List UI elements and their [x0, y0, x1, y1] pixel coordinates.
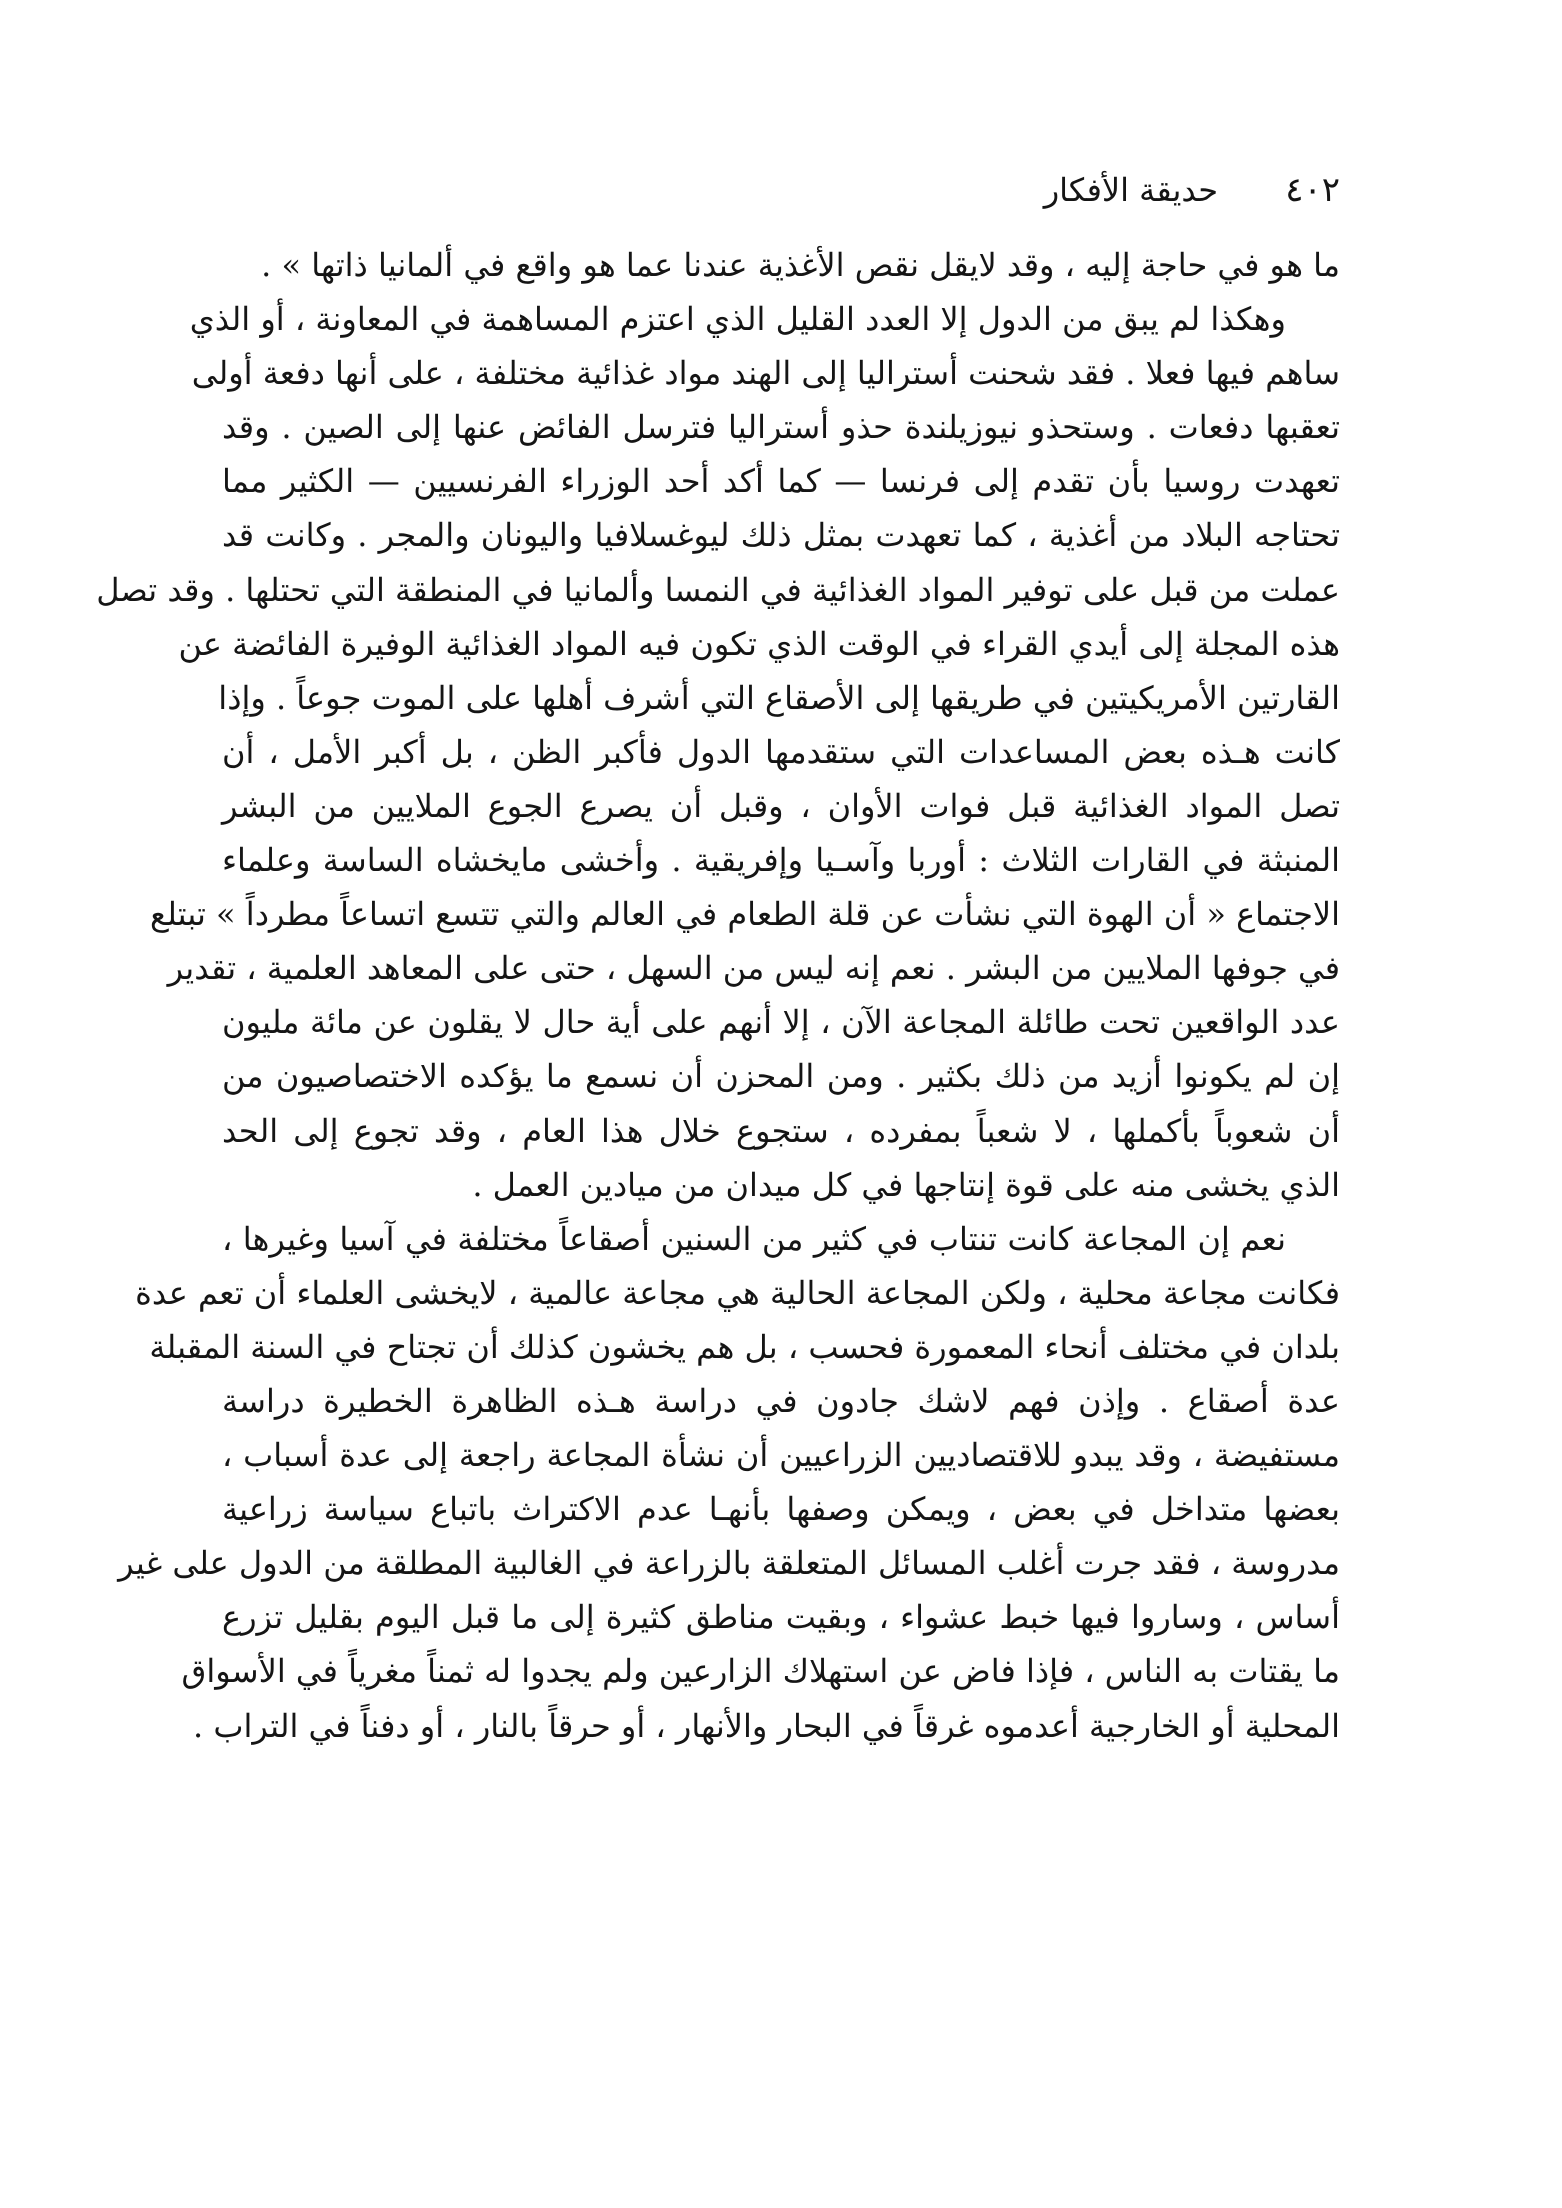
body-text — [96, 238, 1341, 1753]
text-line: أساس ، وساروا فيها خبط عشواء ، وبقيت مناطق كثيرة إلى ما قبل اليوم بقليل تزرع — [222, 1598, 1340, 1637]
text-line: أن شعوباً بأكملها ، لا شعباً بمفرده ، ستجوع خلال هذا العام ، وقد تجوع إلى الحد — [222, 1111, 1340, 1150]
text-line: نعم إن المجاعة كانت تنتاب في كثير من السنين أصقاعاً مختلفة في آسيا وغيرها ، — [222, 1219, 1286, 1258]
text-line: المنبثة في القارات الثلاث : أوربا وآسـيا وإفريقية . وأخشى مايخشاه الساسة وعلماء — [222, 841, 1340, 880]
text-line: ما يقتات به الناس ، فإذا فاض عن استهلاك الزارعين ولم يجدوا له ثمناً مغرياً في الأسواق — [181, 1652, 1340, 1691]
text-line: الاجتماع « أن الهوة التي نشأت عن قلة الطعام في العالم والتي تتسع اتساعاً مطرداً » تبتلع — [150, 895, 1340, 934]
text-line: تعقبها دفعات . وستحذو نيوزيلندة حذو أستراليا فترسل الفائض عنها إلى الصين . وقد — [222, 408, 1340, 447]
text-line: مستفيضة ، وقد يبدو للاقتصاديين الزراعيين أن نشأة المجاعة راجعة إلى عدة أسباب ، — [222, 1436, 1340, 1475]
text-line: القارتين الأمريكيتين في طريقها إلى الأصقاع التي أشرف أهلها على الموت جوعاً . وإذا — [218, 678, 1340, 717]
text-line: المحلية أو الخارجية أعدموه غرقاً في البحار والأنهار ، أو حرقاً بالنار ، أو دفناً في التراب . — [193, 1706, 1340, 1745]
text-line: هذه المجلة إلى أيدي القراء في الوقت الذي تكون فيه المواد الغذائية الوفيرة الفائضة عن — [178, 624, 1340, 663]
text-line: في جوفها الملايين من البشر . نعم إنه ليس من السهل ، حتى على المعاهد العلمية ، تقدير — [167, 949, 1340, 988]
text-line: تصل المواد الغذائية قبل فوات الأوان ، وقبل أن يصرع الجوع الملايين من البشر — [222, 786, 1340, 825]
text-line: ما هو في حاجة إليه ، وقد لايقل نقص الأغذية عندنا عما هو واقع في ألمانيا ذاتها » . — [261, 246, 1340, 284]
text-line: ساهم فيها فعلا . فقد شحنت أستراليا إلى الهند مواد غذائية مختلفة ، على أنها دفعة أولى — [191, 354, 1340, 393]
text-line: بعضها متداخل في بعض ، ويمكن وصفها بأنهـا عدم الاكتراث باتباع سياسة زراعية — [222, 1490, 1340, 1529]
text-line: الذي يخشى منه على قوة إنتاجها في كل ميدان من ميادين العمل . — [472, 1165, 1340, 1204]
text-line: مدروسة ، فقد جرت أغلب المسائل المتعلقة بالزراعة في الغالبية المطلقة من الدول على غير — [118, 1544, 1340, 1583]
running-title: حديقة الأفكار — [1043, 171, 1218, 209]
text-line: كانت هـذه بعض المساعدات التي ستقدمها الدول فأكبر الظن ، بل أكبر الأمل ، أن — [222, 732, 1340, 771]
page-number: ٤٠٢ — [1285, 170, 1340, 210]
text-line: عدد الواقعين تحت طائلة المجاعة الآن ، إلا أنهم على أية حال لا يقلون عن مائة مليون — [222, 1003, 1340, 1042]
text-line: تحتاجه البلاد من أغذية ، كما تعهدت بمثل ذلك ليوغسلافيا واليونان والمجر . وكانت قد — [222, 516, 1340, 555]
text-line: عملت من قبل على توفير المواد الغذائية في النمسا وألمانيا في المنطقة التي تحتلها . وقد تصل — [96, 570, 1340, 609]
text-line: بلدان في مختلف أنحاء المعمورة فحسب ، بل هم يخشون كذلك أن تجتاح في السنة المقبلة — [149, 1327, 1340, 1366]
text-line: وهكذا لم يبق من الدول إلا العدد القليل الذي اعتزم المساهمة في المعاونة ، أو الذي — [189, 300, 1286, 339]
text-line: عدة أصقاع . وإذن فهم لاشك جادون في دراسة هـذه الظاهرة الخطيرة دراسة — [222, 1381, 1340, 1420]
text-line: فكانت مجاعة محلية ، ولكن المجاعة الحالية هي مجاعة عالمية ، لايخشى العلماء أن تعم عدة — [135, 1273, 1340, 1312]
page-header — [704, 160, 1340, 220]
text-line: إن لم يكونوا أزيد من ذلك بكثير . ومن المحزن أن نسمع ما يؤكده الاختصاصيون من — [222, 1057, 1341, 1096]
text-line: تعهدت روسيا بأن تقدم إلى فرنسا — كما أكد أحد الوزراء الفرنسيين — الكثير مما — [222, 462, 1340, 501]
